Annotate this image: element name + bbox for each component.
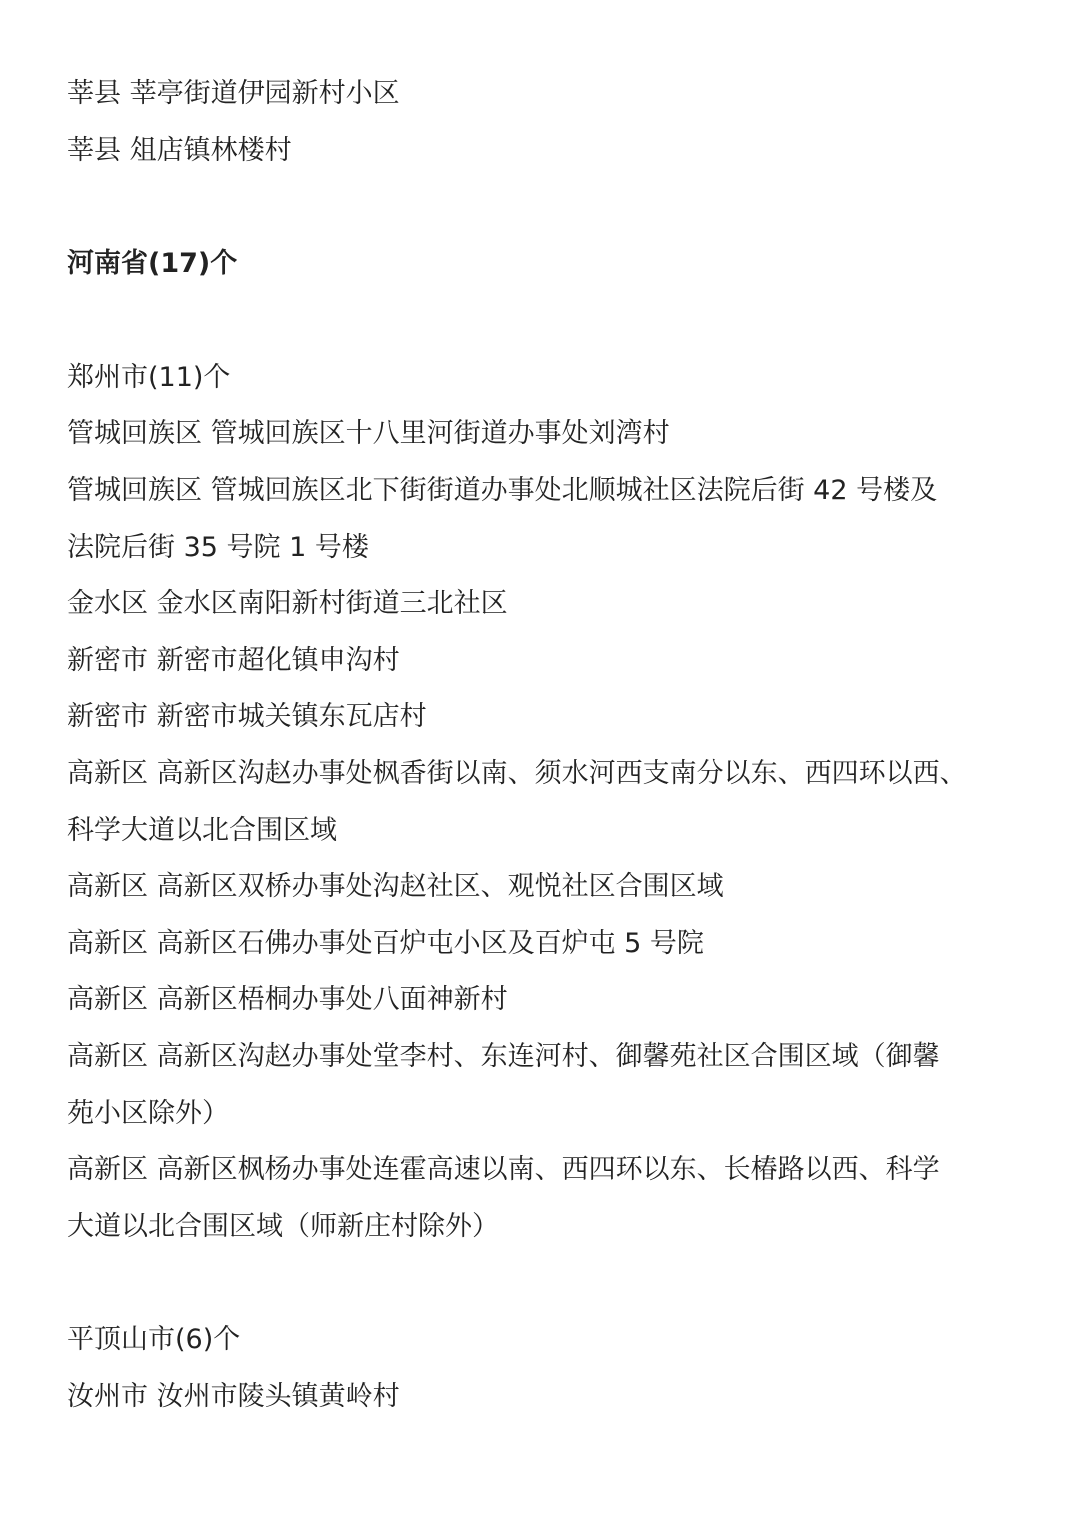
list-item: 莘县 莘亭街道伊园新村小区: [67, 78, 400, 109]
document-page: [67, 66, 1027, 1425]
list-item: 高新区 高新区沟赵办事处枫香街以南、须水河西支南分以东、西四环以西、: [67, 757, 967, 789]
list-item: 莘县 俎店镇林楼村: [67, 134, 292, 166]
list-item: 管城回族区 管城回族区十八里河街道办事处刘湾村: [67, 418, 670, 450]
spacer: [67, 179, 1027, 236]
subsection-heading-city: 平顶山市(6)个: [67, 1324, 241, 1356]
list-item: 高新区 高新区枫杨办事处连霍高速以南、西四环以东、长椿路以西、科学: [67, 1154, 940, 1186]
spacer: [67, 1255, 1027, 1312]
list-item: 金水区 金水区南阳新村街道三北社区: [67, 588, 508, 620]
list-item: 汝州市 汝州市陵头镇黄岭村: [67, 1380, 400, 1412]
subsection-heading-city: 郑州市(11)个: [67, 361, 231, 393]
list-item-continuation: 大道以北合围区域（师新庄村除外）: [67, 1210, 499, 1242]
spacer: [67, 293, 1027, 350]
list-item: 高新区 高新区石佛办事处百炉屯小区及百炉屯 5 号院: [67, 927, 704, 959]
list-item-continuation: 苑小区除外）: [67, 1097, 229, 1129]
section-heading-province: 河南省(17)个: [67, 248, 238, 280]
list-item-continuation: 科学大道以北合围区域: [67, 814, 337, 846]
list-item: 高新区 高新区双桥办事处沟赵社区、观悦社区合围区域: [67, 871, 724, 903]
list-item: 管城回族区 管城回族区北下街街道办事处北顺城社区法院后街 42 号楼及: [67, 474, 938, 506]
list-item-continuation: 法院后街 35 号院 1 号楼: [67, 531, 369, 563]
list-item: 高新区 高新区沟赵办事处堂李村、东连河村、御馨苑社区合围区域（御馨: [67, 1040, 940, 1072]
list-item: 新密市 新密市超化镇申沟村: [67, 644, 400, 676]
list-item: 高新区 高新区梧桐办事处八面神新村: [67, 984, 508, 1016]
list-item: 新密市 新密市城关镇东瓦店村: [67, 701, 427, 733]
